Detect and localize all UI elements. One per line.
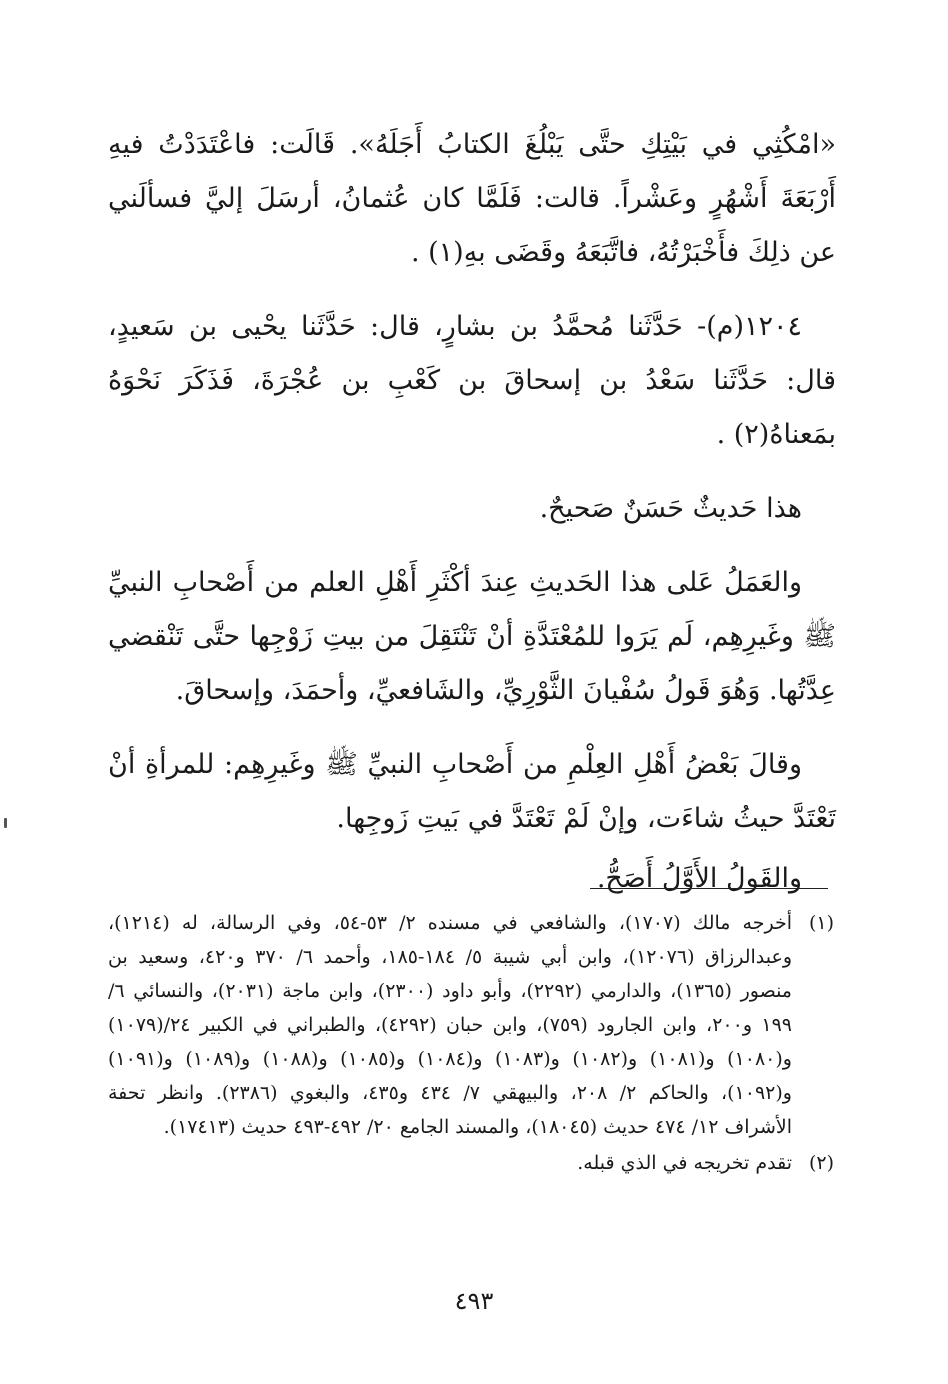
paragraph-other-opinion: وقالَ بَعْضُ أَهْلِ العِلْمِ من أَصْحابِ النبيِّ ﷺ وغَيرِهِم: للمرأةِ أنْ تَعْتَدَّ حيثُ شاءَت، وإنْ لَمْ تَعْتَدَّ في بَيتِ زَوجِها. [108,749,836,834]
main-text-body [108,118,836,926]
footnote-text: أخرجه مالك (١٧٠٧)، والشافعي في مسنده ٢/ ٥٣-٥٤، وفي الرسالة، له (١٢١٤)، وعبدالرزاق (١٢٠٧٦)، وابن أبي شيبة ٥/ ١٨٤-١٨٥، وأحمد ٦/ ٣٧٠ و٤٢٠، وسعيد بن منصور (١٣٦٥)، والدارمي (٢٢٩٢)، وأبو داود (٢٣٠٠)، وابن ماجة (٢٠٣١)، والنسائي ٦/ ١٩٩ و٢٠٠، وابن الجارود (٧٥٩)، وابن حبان (٤٢٩٢)، والطبراني في الكبير ٢٤/(١٠٧٩) و(١٠٨٠) و(١٠٨١) و(١٠٨٢) و(١٠٨٣) و(١٠٨٤) و(١٠٨٥) و(١٠٨٨) و(١٠٨٩) و(١٠٩١) و(١٠٩٢)، والحاكم ٢/ ٢٠٨، والبيهقي ٧/ ٤٣٤ و٤٣٥، والبغوي (٢٣٨٦). وانظر تحفة الأشراف ١٢/ ٤٧٤ حديث (١٨٠٤٥)، والمسند الجامع ٢٠/ ٤٩٢-٤٩٣ حديث (١٧٤١٣). [108,912,792,1138]
paragraph-hadith-1204: ١٢٠٤(م)- حَدَّثَنا مُحمَّدُ بن بشارٍ، قال: حَدَّثَنا يحْيى بن سَعيدٍ، قال: حَدَّثَنا سَعْدُ بن إسحاقَ بن كَعْبِ بن عُجْرَةَ، فَذَكَرَ نَحْوَهُ بمَعناهُ(٢) . [108,311,836,450]
margin-mark [4,818,7,828]
footnote-1 [108,906,834,1144]
footnote-2 [108,1146,834,1180]
page-number: ٤٩٣ [454,1287,494,1315]
footnote-separator [590,888,828,889]
paragraph-scholars-practice: والعَمَلُ عَلى هذا الحَديثِ عِندَ أكْثَرِ أَهْلِ العلم من أَصْحابِ النبيِّ ﷺ وغَيرِهِم، لَم يَرَوا للمُعْتَدَّةِ أنْ تَنْتَقِلَ من بيتِ زَوْجِها حتَّى تَنْقضي عِدَّتُها. وَهُوَ قَولُ سُفْيانَ الثَّوْرِيِّ، والشَافعيِّ، وأحمَدَ، وإسحاقَ. [108,567,836,706]
footnote-number: (١) [808,912,834,934]
footnotes-section [108,906,834,1182]
paragraph-grading: هذا حَديثٌ حَسَنٌ صَحيحٌ. [539,493,802,524]
paragraph-hadith-continuation: «امْكُثِي في بَيْتِكِ حتَّى يَبْلُغَ الكتابُ أَجَلَهُ». قَالَت: فاعْتَدَدْتُ فيهِ أَرْبَعَةَ أَشْهُرٍ وعَشْراً. قالت: فَلَمَّا كان عُثمانُ، أرسَلَ إليَّ فسألَني عن ذلِكَ فأَخْبَرْتُهُ، فاتَّبَعَهُ وقَضَى بهِ(١) . [108,129,836,268]
footnote-text: تقدم تخريجه في الذي قبله. [577,1152,792,1174]
footnote-number: (٢) [808,1152,834,1174]
paragraph-conclusion: والقَولُ الأَوَّلُ أَصَحُّ. [596,863,802,894]
